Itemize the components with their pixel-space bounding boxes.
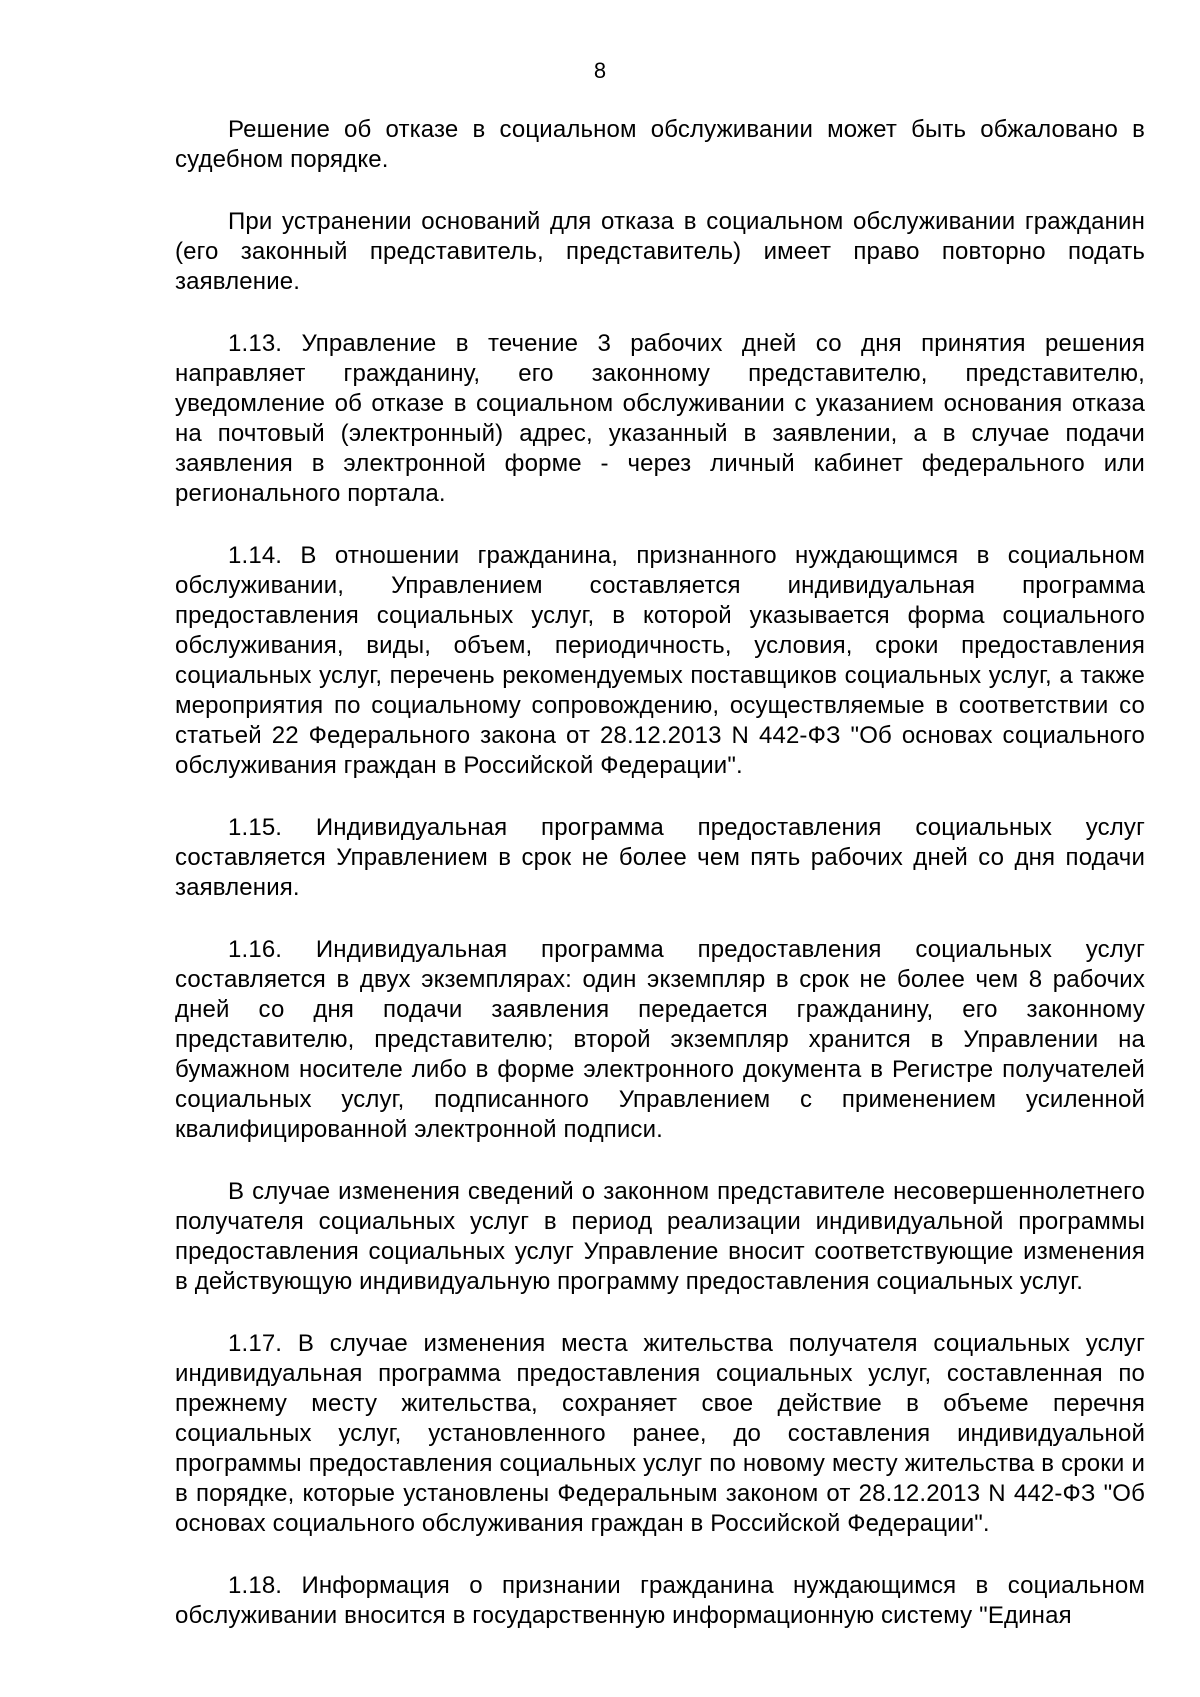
paragraph-appeal: Решение об отказе в социальном обслуживании может быть обжаловано в судебном порядке. — [175, 116, 1145, 173]
document-body — [175, 115, 1145, 1663]
paragraph-representative-change: В случае изменения сведений о законном представителе несовершеннолетнего получателя социальных услуг в период реализации индивидуальной программы предоставления социальных услуг Управление вносит соответствующие изменения в действующую индивидуальную программу предоставления социальных услуг. — [175, 1178, 1145, 1295]
paragraph-reapply: При устранении оснований для отказа в социальном обслуживании гражданин (его законный представитель, представитель) имеет право повторно подать заявление. — [175, 208, 1145, 295]
paragraph-1-16: 1.16. Индивидуальная программа предоставления социальных услуг составляется в двух экземплярах: один экземпляр в срок не более чем 8 рабочих дней со дня подачи заявления передается гражданину, его законному представителю, представителю; второй экземпляр хранится в Управлении на бумажном носителе либо в форме электронного документа в Регистре получателей социальных услуг, подписанного Управлением с применением усиленной квалифицированной электронной подписи. — [175, 936, 1145, 1143]
paragraph-1-17: 1.17. В случае изменения места жительства получателя социальных услуг индивидуальная программа предоставления социальных услуг, составленная по прежнему месту жительства, сохраняет свое действие в объеме перечня социальных услуг, установленного ранее, до составления индивидуальной программы предоставления социальных услуг по новому месту жительства в сроки и в порядке, которые установлены Федеральным законом от 28.12.2013 N 442-ФЗ "Об основах социального обслуживания граждан в Российской Федерации". — [175, 1330, 1145, 1537]
paragraph-1-13: 1.13. Управление в течение 3 рабочих дней со дня принятия решения направляет гражданину, его законному представителю, представителю, уведомление об отказе в социальном обслуживании с указанием основания отказа на почтовый (электронный) адрес, указанный в заявлении, а в случае подачи заявления в электронной форме - через личный кабинет федерального или регионального портала. — [175, 330, 1145, 507]
paragraph-1-18: 1.18. Информация о признании гражданина нуждающимся в социальном обслуживании вносится в государственную информационную систему "Единая — [175, 1572, 1145, 1629]
page-number: 8 — [593, 58, 607, 83]
paragraph-1-15: 1.15. Индивидуальная программа предоставления социальных услуг составляется Управлением в срок не более чем пять рабочих дней со дня подачи заявления. — [175, 814, 1145, 901]
paragraph-1-14: 1.14. В отношении гражданина, признанного нуждающимся в социальном обслуживании, Управлением составляется индивидуальная программа предоставления социальных услуг, в которой указывается форма социального обслуживания, виды, объем, периодичность, условия, сроки предоставления социальных услуг, перечень рекомендуемых поставщиков социальных услуг, а также мероприятия по социальному сопровождению, осуществляемые в соответствии со статьей 22 Федерального закона от 28.12.2013 N 442-ФЗ "Об основах социального обслуживания граждан в Российской Федерации". — [175, 542, 1145, 779]
